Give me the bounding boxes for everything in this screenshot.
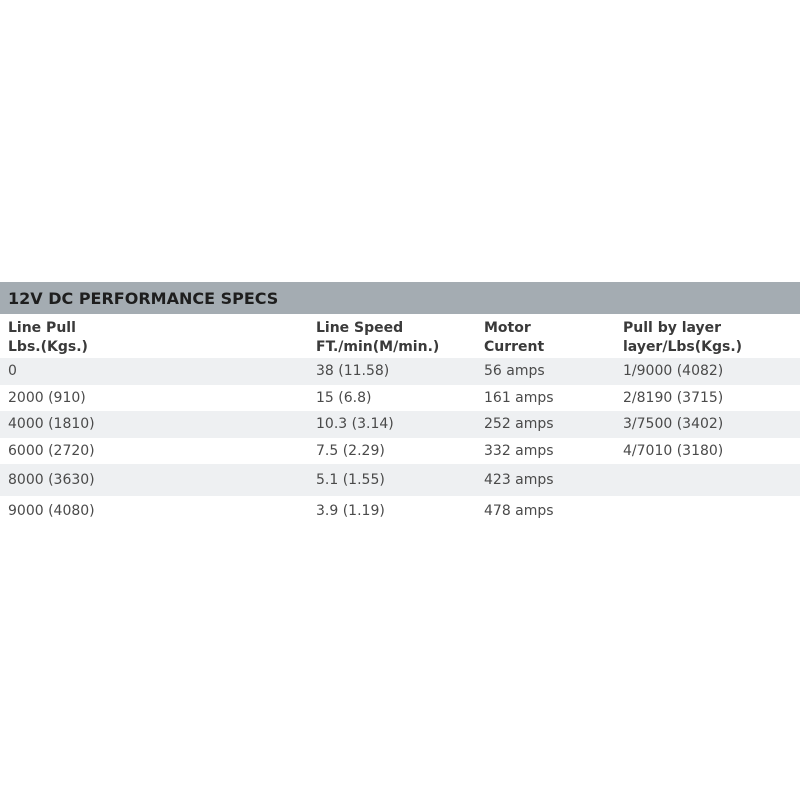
cell-pull-by-layer: 3/7500 (3402) bbox=[623, 416, 724, 433]
cell-line-speed: 3.9 (1.19) bbox=[316, 503, 385, 519]
cell-line-pull: 0 bbox=[8, 363, 17, 380]
table-row bbox=[0, 358, 800, 385]
cell-motor-current: 161 amps bbox=[484, 389, 554, 406]
header-line-speed bbox=[316, 319, 484, 357]
table-row bbox=[0, 385, 800, 412]
header-pull-by-layer-label: Pull by layer bbox=[623, 320, 722, 336]
header-pull-by-layer-unit: layer/Lbs(Kgs.) bbox=[623, 339, 743, 355]
cell-line-speed: 15 (6.8) bbox=[316, 389, 372, 406]
table-title: 12V DC PERFORMANCE SPECS bbox=[0, 282, 800, 314]
performance-specs-table bbox=[0, 282, 800, 526]
cell-line-speed: 7.5 (2.29) bbox=[316, 442, 385, 459]
table-row bbox=[0, 411, 800, 438]
cell-motor-current: 332 amps bbox=[484, 442, 554, 459]
cell-pull-by-layer: 2/8190 (3715) bbox=[623, 389, 724, 406]
header-line-pull-label: Line Pull bbox=[8, 320, 76, 336]
cell-motor-current: 423 amps bbox=[484, 472, 554, 488]
cell-motor-current: 56 amps bbox=[484, 363, 545, 380]
header-motor-current bbox=[484, 319, 623, 357]
table-row bbox=[0, 438, 800, 465]
cell-line-pull: 6000 (2720) bbox=[8, 442, 95, 459]
cell-motor-current: 252 amps bbox=[484, 416, 554, 433]
table-row bbox=[0, 464, 800, 496]
header-line-pull-unit: Lbs.(Kgs.) bbox=[8, 339, 88, 355]
header-pull-by-layer bbox=[623, 319, 800, 357]
header-line-pull bbox=[0, 319, 316, 357]
header-motor-current-label: Motor bbox=[484, 320, 531, 336]
cell-pull-by-layer: 1/9000 (4082) bbox=[623, 363, 724, 380]
table-row bbox=[0, 496, 800, 526]
cell-line-pull: 9000 (4080) bbox=[8, 503, 95, 519]
cell-pull-by-layer: 4/7010 (3180) bbox=[623, 442, 724, 459]
cell-line-speed: 10.3 (3.14) bbox=[316, 416, 394, 433]
cell-line-speed: 38 (11.58) bbox=[316, 363, 390, 380]
cell-line-pull: 2000 (910) bbox=[8, 389, 86, 406]
cell-motor-current: 478 amps bbox=[484, 503, 554, 519]
header-line-speed-label: Line Speed bbox=[316, 320, 404, 336]
cell-line-pull: 4000 (1810) bbox=[8, 416, 95, 433]
cell-line-pull: 8000 (3630) bbox=[8, 472, 95, 488]
header-line-speed-unit: FT./min(M/min.) bbox=[316, 339, 440, 355]
cell-line-speed: 5.1 (1.55) bbox=[316, 472, 385, 488]
header-row bbox=[0, 314, 800, 358]
header-motor-current-unit: Current bbox=[484, 339, 545, 355]
